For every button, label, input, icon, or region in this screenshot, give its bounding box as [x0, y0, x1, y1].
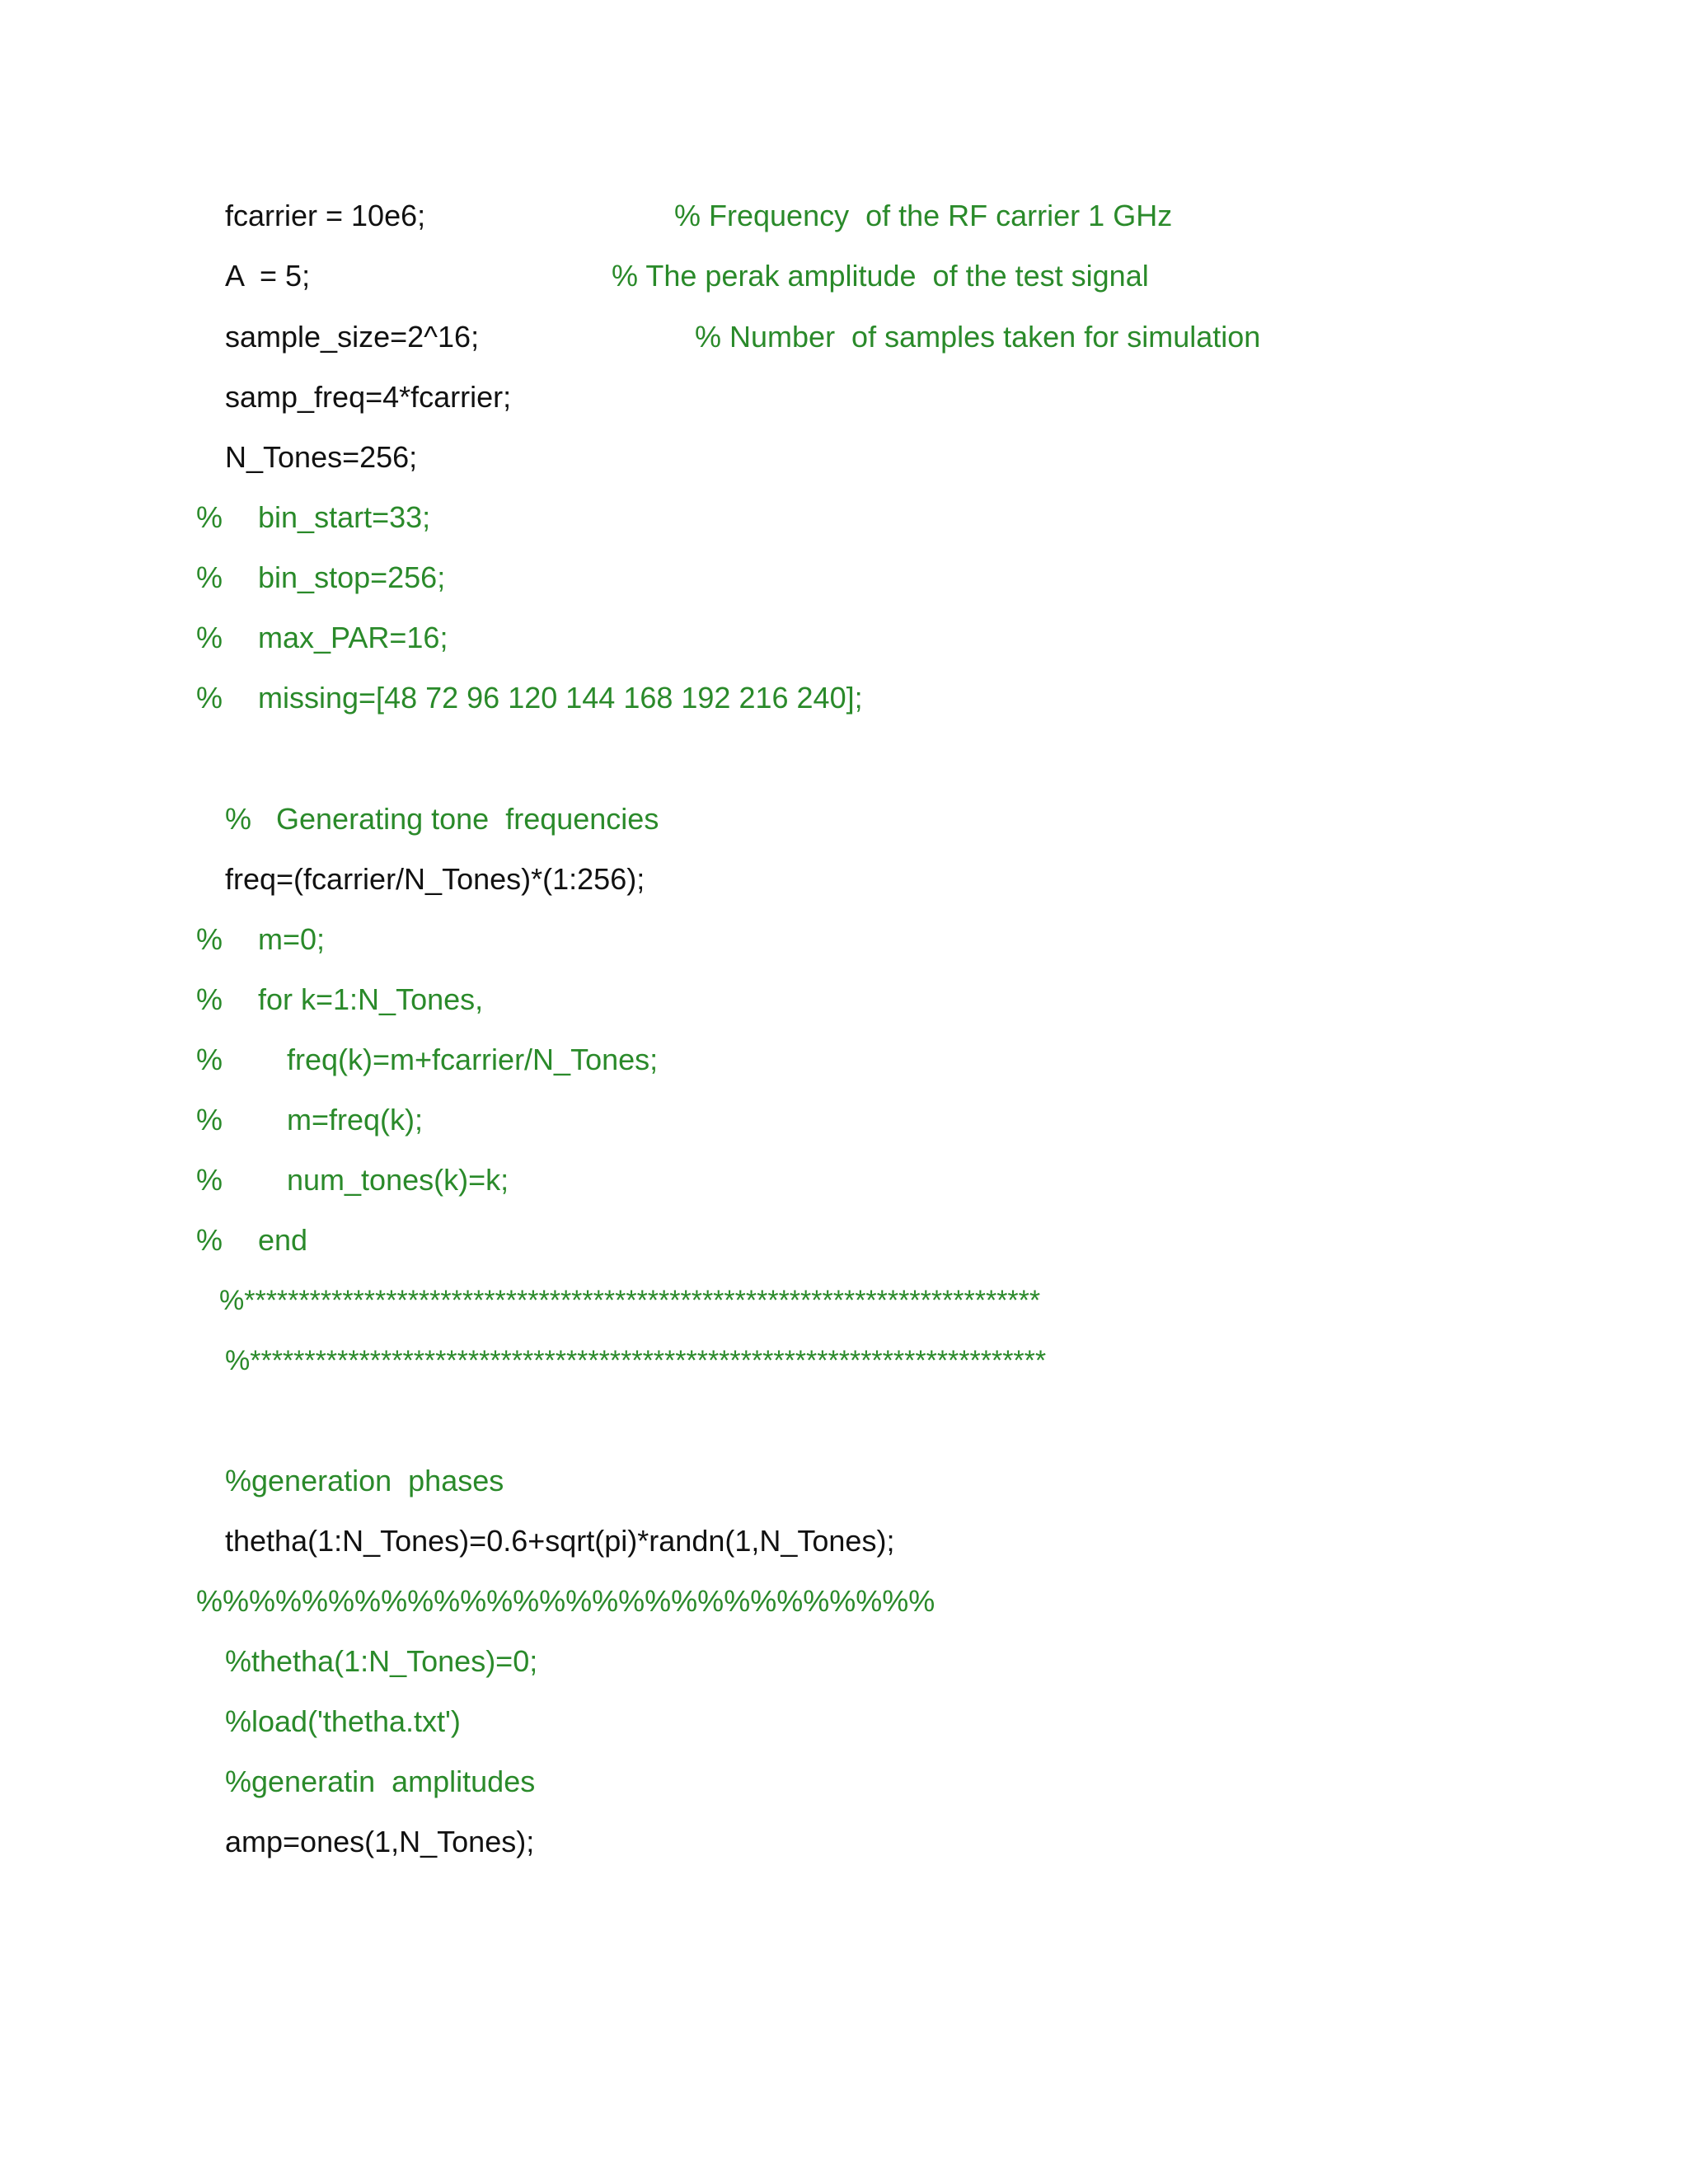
- comment-separator: %*************************************************************************: [225, 1345, 1047, 1376]
- comment-marker: %: [196, 1043, 223, 1076]
- comment-marker: %: [196, 560, 223, 594]
- comment-marker: %: [196, 1103, 223, 1137]
- comment-marker: %: [196, 1163, 223, 1197]
- comment-generating-tones: % Generating tone frequencies: [225, 802, 659, 836]
- comment-marker: %: [196, 1223, 223, 1257]
- code-line-amplitude: A = 5;: [225, 259, 311, 293]
- comment-separator: %*************************************************************************: [219, 1285, 1041, 1316]
- comment-max-par: max_PAR=16;: [258, 621, 448, 654]
- comment-generating-amplitudes: %generatin amplitudes: [225, 1765, 536, 1798]
- comment-m-init: m=0;: [258, 922, 326, 956]
- comment-marker: %: [196, 681, 223, 715]
- code-line-fcarrier: fcarrier = 10e6;: [225, 199, 426, 232]
- comment-marker: %: [196, 500, 223, 534]
- comment-num-tones: num_tones(k)=k;: [287, 1163, 509, 1197]
- comment-marker: %: [196, 982, 223, 1016]
- code-line-thetha: thetha(1:N_Tones)=0.6+sqrt(pi)*randn(1,N_Tones);: [225, 1524, 895, 1558]
- code-line-freq: freq=(fcarrier/N_Tones)*(1:256);: [225, 862, 645, 896]
- comment-marker: %: [196, 621, 223, 654]
- code-line-sample-size: sample_size=2^16;: [225, 320, 480, 354]
- comment-fcarrier: % Frequency of the RF carrier 1 GHz: [674, 199, 1173, 232]
- comment-load-thetha: %load('thetha.txt'): [225, 1704, 461, 1738]
- comment-freq-k: freq(k)=m+fcarrier/N_Tones;: [287, 1043, 659, 1076]
- comment-bin-stop: bin_stop=256;: [258, 560, 446, 594]
- code-line-samp-freq: samp_freq=4*fcarrier;: [225, 380, 512, 414]
- comment-m-freq: m=freq(k);: [287, 1103, 424, 1137]
- comment-end: end: [258, 1223, 308, 1257]
- comment-generation-phases: %generation phases: [225, 1464, 504, 1497]
- comment-bin-start: bin_start=33;: [258, 500, 431, 534]
- comment-amplitude: % The perak amplitude of the test signal: [612, 259, 1149, 293]
- comment-marker: %: [196, 922, 223, 956]
- comment-missing: missing=[48 72 96 120 144 168 192 216 240];: [258, 681, 863, 715]
- comment-thetha-zero: %thetha(1:N_Tones)=0;: [225, 1644, 538, 1678]
- comment-for-loop: for k=1:N_Tones,: [258, 982, 484, 1016]
- code-line-amp: amp=ones(1,N_Tones);: [225, 1825, 535, 1858]
- comment-percent-row: %%%%%%%%%%%%%%%%%%%%%%%%%%%%: [196, 1584, 935, 1618]
- comment-sample-size: % Number of samples taken for simulation: [695, 320, 1261, 354]
- code-line-n-tones: N_Tones=256;: [225, 440, 418, 474]
